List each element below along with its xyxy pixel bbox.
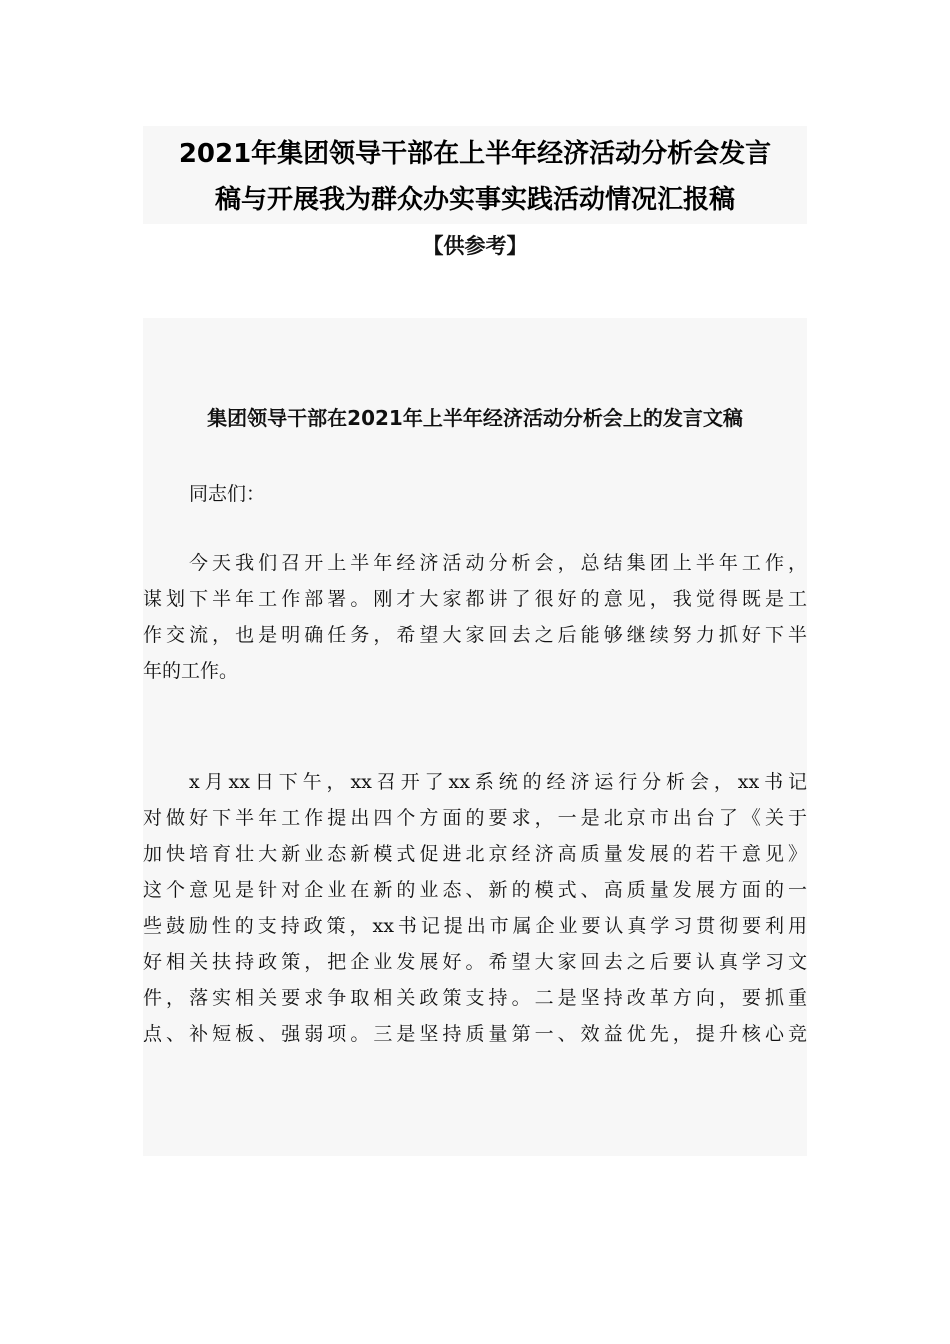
paragraph-line: 些鼓励性的支持政策，xx书记提出市属企业要认真学习贯彻要利用 — [143, 915, 807, 937]
paragraph-line: x月xx日下午，xx召开了xx系统的经济运行分析会，xx书记 — [189, 771, 807, 793]
paragraph-line: 年的工作。 — [143, 660, 239, 682]
speech-title: 集团领导干部在2021年上半年经济活动分析会上的发言文稿 — [207, 406, 743, 430]
paragraph-2 — [143, 764, 807, 1052]
paragraph-line: 加快培育壮大新业态新模式促进北京经济高质量发展的若干意见》 — [143, 843, 807, 865]
paragraph-line: 谋划下半年工作部署。刚才大家都讲了很好的意见，我觉得既是工 — [143, 588, 807, 610]
title-line-2: 稿与开展我为群众办实事实践活动情况汇报稿 — [214, 185, 735, 215]
document-title — [143, 126, 807, 224]
paragraph-line: 点、补短板、强弱项。三是坚持质量第一、效益优先，提升核心竞 — [143, 1023, 807, 1045]
document-body — [143, 318, 807, 1156]
paragraph-line: 好相关扶持政策，把企业发展好。希望大家回去之后要认真学习文 — [143, 951, 807, 973]
paragraph-line: 对做好下半年工作提出四个方面的要求，一是北京市出台了《关于 — [143, 807, 807, 829]
reference-note: 【供参考】 — [422, 234, 528, 258]
paragraph-1 — [143, 545, 807, 689]
title-line-1: 2021年集团领导干部在上半年经济活动分析会发言 — [178, 139, 772, 169]
paragraph-line: 作交流，也是明确任务，希望大家回去之后能够继续努力抓好下半 — [143, 624, 807, 646]
paragraph-line: 件，落实相关要求争取相关政策支持。二是坚持改革方向，要抓重 — [143, 987, 807, 1009]
paragraph-line: 这个意见是针对企业在新的业态、新的模式、高质量发展方面的一 — [143, 879, 807, 901]
greeting: 同志们： — [189, 483, 266, 505]
paragraph-line: 今天我们召开上半年经济活动分析会，总结集团上半年工作， — [189, 552, 807, 574]
